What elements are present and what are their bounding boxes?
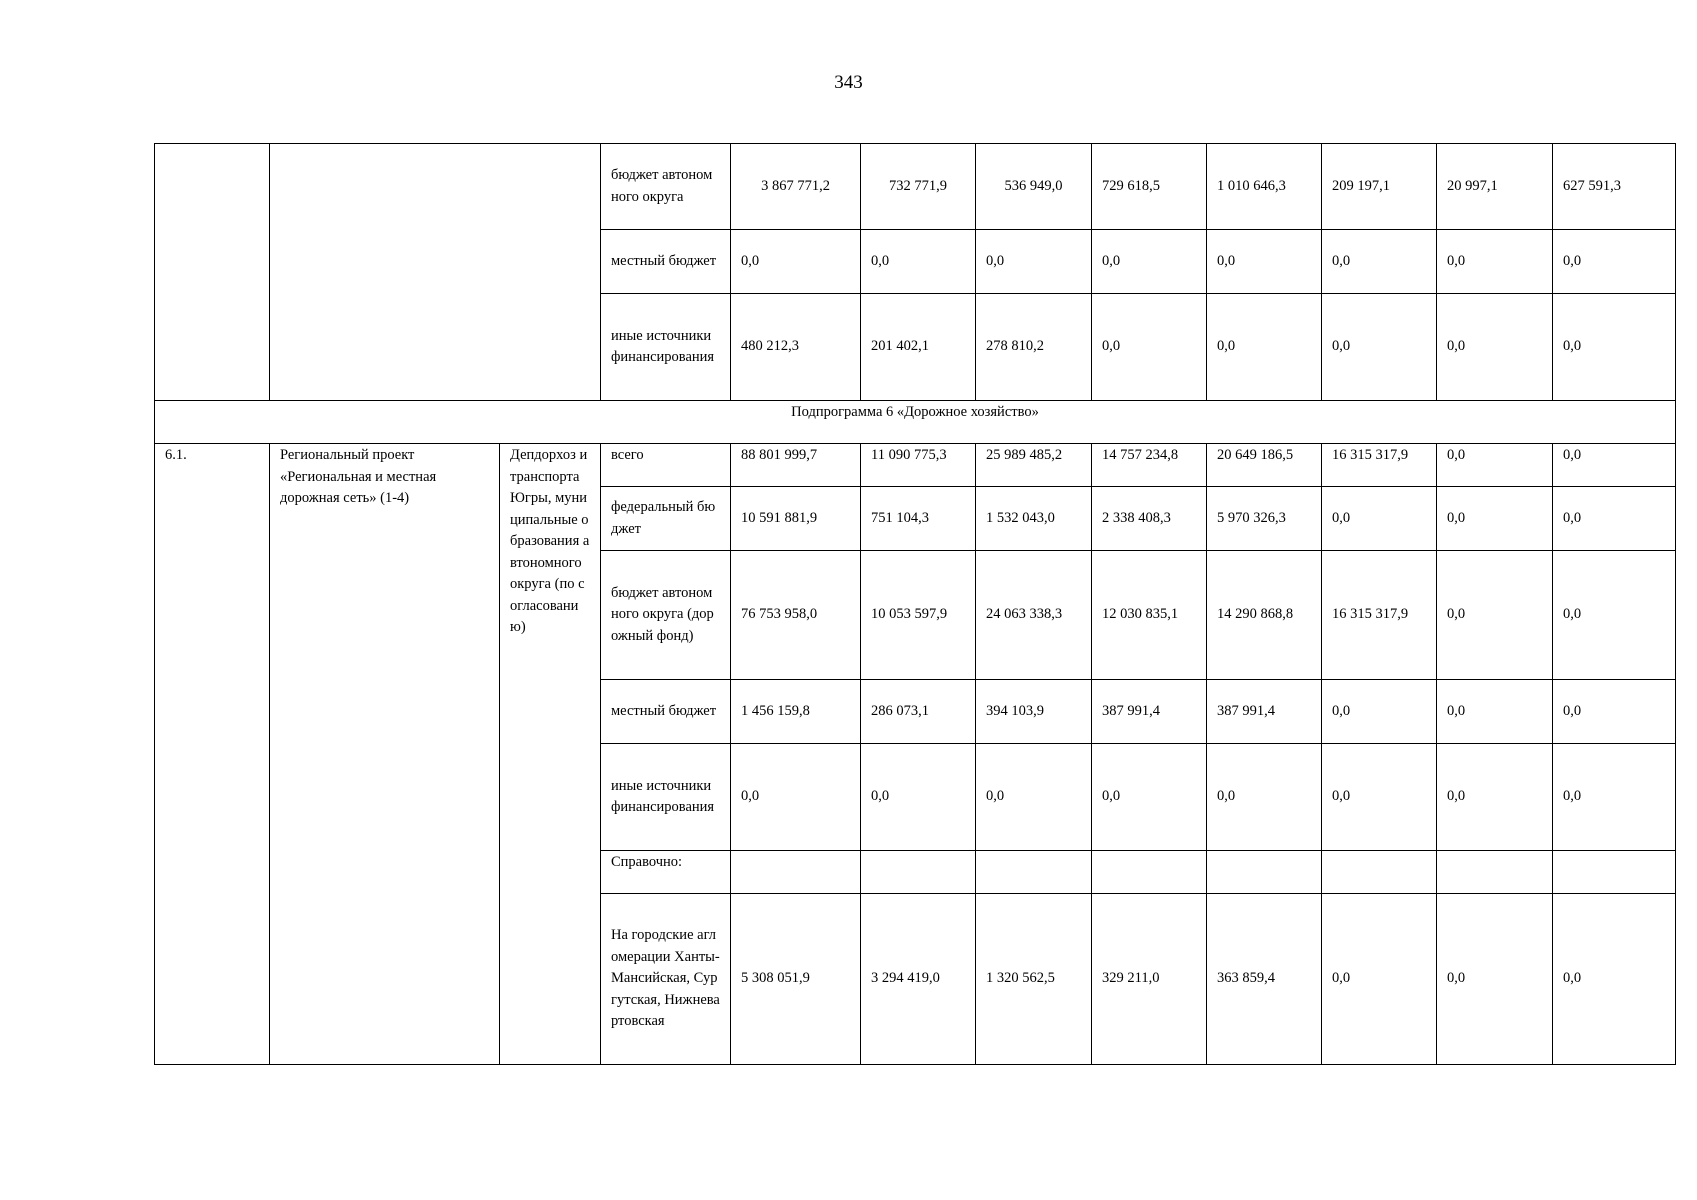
value-cell: 363 859,4 — [1207, 894, 1322, 1065]
value-cell: 0,0 — [1437, 680, 1553, 744]
value-cell: 0,0 — [1437, 444, 1553, 487]
item-executor: Депдорхоз и транспорта Югры, муниципальные образования автономного округа (по согласованию) — [500, 444, 601, 1065]
number-cell-empty — [155, 144, 270, 401]
value-cell — [731, 851, 861, 894]
value-cell: 0,0 — [1092, 294, 1207, 401]
value-cell: 627 591,3 — [1553, 144, 1676, 230]
value-cell: 76 753 958,0 — [731, 551, 861, 680]
value-cell: 20 649 186,5 — [1207, 444, 1322, 487]
value-cell: 0,0 — [861, 744, 976, 851]
page-number: 343 — [834, 72, 863, 93]
value-cell: 480 212,3 — [731, 294, 861, 401]
value-cell: 732 771,9 — [861, 144, 976, 230]
value-cell — [1207, 851, 1322, 894]
subprogram-title: Подпрограмма 6 «Дорожное хозяйство» — [155, 401, 1676, 444]
value-cell: 0,0 — [976, 744, 1092, 851]
table-row — [155, 444, 1676, 487]
value-cell: 1 532 043,0 — [976, 487, 1092, 551]
value-cell: 10 591 881,9 — [731, 487, 861, 551]
source-cell: На городские агломерации Ханты-Мансийская, Сургутская, Нижневартовская — [601, 894, 731, 1065]
value-cell: 286 073,1 — [861, 680, 976, 744]
value-cell: 0,0 — [1553, 894, 1676, 1065]
value-cell: 0,0 — [1553, 487, 1676, 551]
value-cell: 0,0 — [1322, 294, 1437, 401]
value-cell: 5 308 051,9 — [731, 894, 861, 1065]
value-cell: 329 211,0 — [1092, 894, 1207, 1065]
name-cell-empty — [270, 144, 601, 401]
value-cell: 3 867 771,2 — [731, 144, 861, 230]
source-cell: местный бюджет — [601, 230, 731, 294]
value-cell: 0,0 — [861, 230, 976, 294]
item-name: Региональный проект «Региональная и местная дорожная сеть» (1-4) — [270, 444, 500, 1065]
value-cell — [1092, 851, 1207, 894]
value-cell: 201 402,1 — [861, 294, 976, 401]
source-cell: всего — [601, 444, 731, 487]
value-cell: 16 315 317,9 — [1322, 551, 1437, 680]
item-number: 6.1. — [155, 444, 270, 1065]
source-cell: Справочно: — [601, 851, 731, 894]
value-cell: 751 104,3 — [861, 487, 976, 551]
value-cell — [1553, 851, 1676, 894]
value-cell: 394 103,9 — [976, 680, 1092, 744]
value-cell: 0,0 — [1437, 551, 1553, 680]
value-cell: 1 320 562,5 — [976, 894, 1092, 1065]
value-cell: 0,0 — [1437, 487, 1553, 551]
value-cell: 0,0 — [1207, 744, 1322, 851]
value-cell: 0,0 — [1207, 230, 1322, 294]
value-cell: 0,0 — [1553, 680, 1676, 744]
value-cell: 0,0 — [976, 230, 1092, 294]
value-cell: 0,0 — [1553, 551, 1676, 680]
source-cell: иные источники финансирования — [601, 294, 731, 401]
value-cell: 278 810,2 — [976, 294, 1092, 401]
value-cell: 729 618,5 — [1092, 144, 1207, 230]
value-cell: 20 997,1 — [1437, 144, 1553, 230]
value-cell: 11 090 775,3 — [861, 444, 976, 487]
value-cell: 25 989 485,2 — [976, 444, 1092, 487]
source-cell: федеральный бюджет — [601, 487, 731, 551]
value-cell — [1437, 851, 1553, 894]
value-cell: 14 290 868,8 — [1207, 551, 1322, 680]
value-cell: 3 294 419,0 — [861, 894, 976, 1065]
value-cell: 0,0 — [1322, 230, 1437, 294]
value-cell: 0,0 — [1553, 744, 1676, 851]
value-cell: 0,0 — [1437, 744, 1553, 851]
value-cell: 0,0 — [1322, 680, 1437, 744]
value-cell: 0,0 — [1437, 230, 1553, 294]
value-cell: 16 315 317,9 — [1322, 444, 1437, 487]
value-cell: 5 970 326,3 — [1207, 487, 1322, 551]
value-cell: 0,0 — [1553, 444, 1676, 487]
value-cell: 536 949,0 — [976, 144, 1092, 230]
value-cell — [861, 851, 976, 894]
value-cell: 2 338 408,3 — [1092, 487, 1207, 551]
value-cell — [976, 851, 1092, 894]
value-cell: 1 010 646,3 — [1207, 144, 1322, 230]
source-cell: иные источники финансирования — [601, 744, 731, 851]
table-row — [155, 144, 1676, 230]
value-cell: 0,0 — [731, 230, 861, 294]
value-cell: 0,0 — [1207, 294, 1322, 401]
value-cell: 0,0 — [731, 744, 861, 851]
value-cell: 0,0 — [1322, 744, 1437, 851]
value-cell: 1 456 159,8 — [731, 680, 861, 744]
budget-table — [154, 143, 1676, 1065]
value-cell: 387 991,4 — [1207, 680, 1322, 744]
subprogram-row — [155, 401, 1676, 444]
value-cell: 0,0 — [1322, 894, 1437, 1065]
value-cell: 0,0 — [1322, 487, 1437, 551]
source-cell: местный бюджет — [601, 680, 731, 744]
source-cell: бюджет автономного округа (дорожный фонд) — [601, 551, 731, 680]
value-cell: 14 757 234,8 — [1092, 444, 1207, 487]
value-cell: 209 197,1 — [1322, 144, 1437, 230]
value-cell: 0,0 — [1553, 230, 1676, 294]
value-cell: 0,0 — [1437, 894, 1553, 1065]
source-cell: бюджет автономного округа — [601, 144, 731, 230]
value-cell: 0,0 — [1092, 230, 1207, 294]
value-cell: 10 053 597,9 — [861, 551, 976, 680]
value-cell: 88 801 999,7 — [731, 444, 861, 487]
value-cell: 0,0 — [1437, 294, 1553, 401]
value-cell: 387 991,4 — [1092, 680, 1207, 744]
value-cell: 24 063 338,3 — [976, 551, 1092, 680]
value-cell — [1322, 851, 1437, 894]
value-cell: 0,0 — [1092, 744, 1207, 851]
value-cell: 12 030 835,1 — [1092, 551, 1207, 680]
value-cell: 0,0 — [1553, 294, 1676, 401]
